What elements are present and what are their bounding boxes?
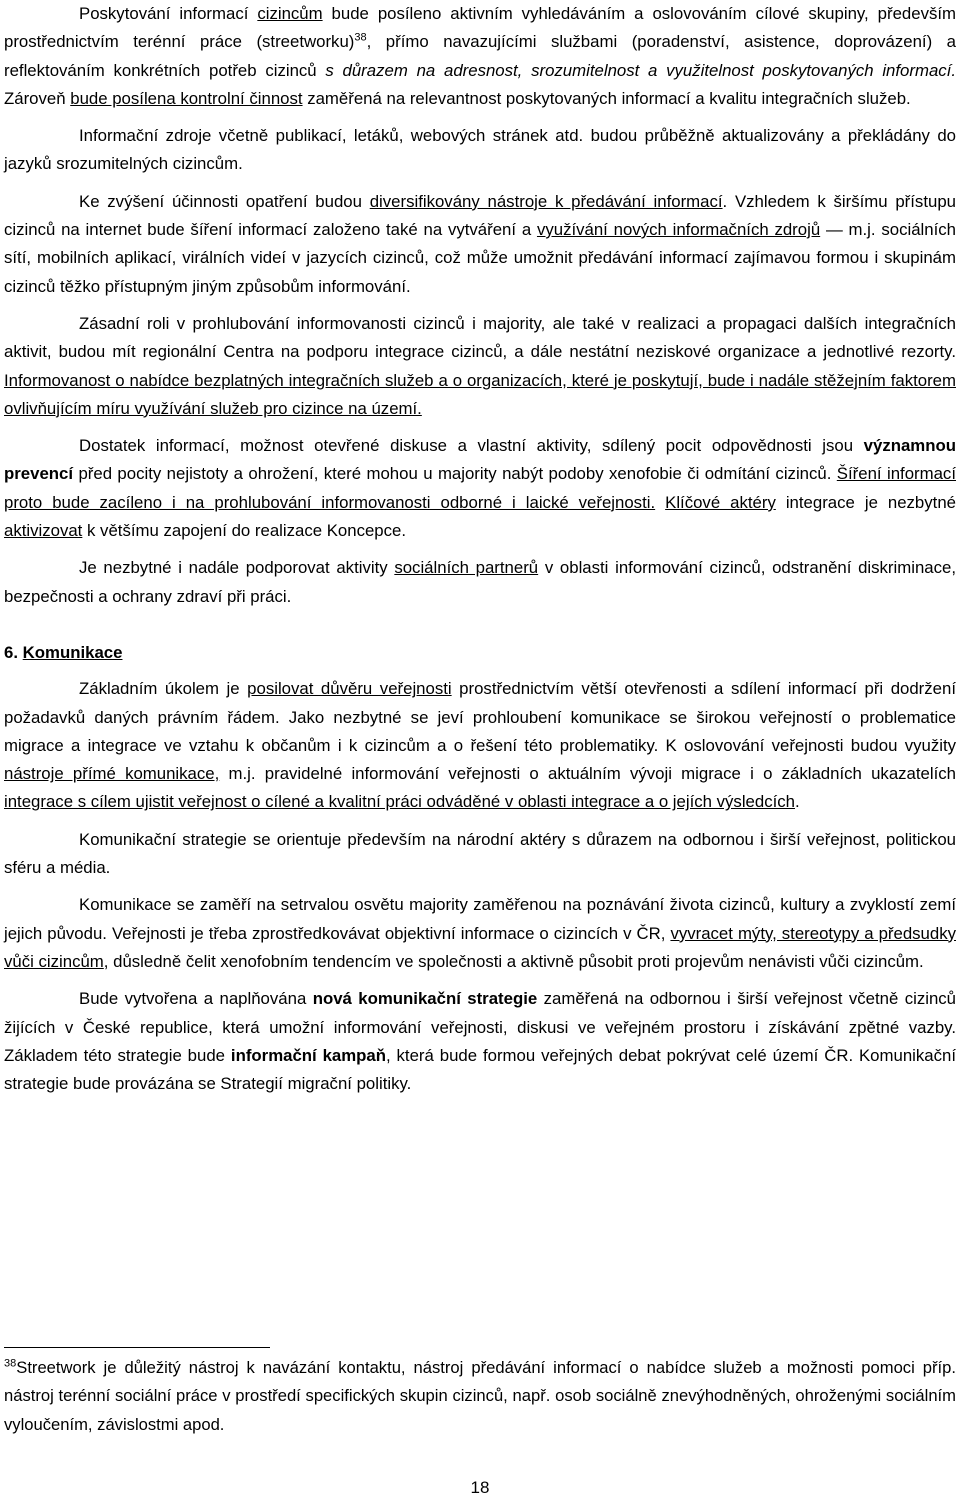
paragraph-communication-strategy: Komunikační strategie se orientuje především na národní aktéry s důrazem na odbornou i širší veřejnost, politickou sféru a média. [4, 829, 956, 878]
paragraph-prevention: Dostatek informací, možnost otevřené diskuse a vlastní aktivity, sdílený pocit odpovědnosti jsou významnou prevencí před pocity nejistoty a ohrožení, které mohou u majority nabýt podoby xenofobie či odmítání cizinců. Šíření informací proto bude zacíleno i na prohlubování informovanosti odborné i laické veřejnosti. Klíčové aktéry integrace je nezbytné aktivizovat k většímu zapojení do realizace Koncepce. [4, 436, 956, 541]
underlined-phrase: sociálních partnerů [394, 558, 539, 578]
underlined-phrase: bude posílena kontrolní činnost [70, 88, 303, 108]
footnote [4, 1354, 956, 1439]
underlined-phrase: integrace s cílem ujistit veřejnost o cílené a kvalitní práci odváděné v oblasti integrace a o jejích výsledcích [4, 792, 795, 812]
paragraph-information-provision: Poskytování informací cizincům bude posíleno aktivním vyhledáváním a oslovováním cílové skupiny, především prostřednictvím terénní práce (streetworku)$^{38}$, přímo navazujícími službami (poradenství, asistence, doprovázení) a reflektováním konkrétních potřeb cizinců s důrazem na adresnost, srozumitelnost a využitelnost poskytovaných informací. Zároveň bude posílena kontrolní činnost zaměřená na relevantnost poskytovaných informací a kvalitu integračních služeb. [4, 4, 956, 108]
underlined-phrase: nástroje přímé komunikace, [4, 764, 220, 784]
section-number: 6. [4, 642, 23, 662]
underlined-phrase: využívání nových informačních zdrojů [536, 220, 821, 240]
footnote-reference[interactable]: 38 [354, 31, 367, 44]
document-page [4, 0, 956, 1509]
underlined-phrase: diversifikovány nástroje k předávání informací [369, 191, 723, 211]
bold-phrase: informační kampaň [230, 1045, 386, 1065]
italic-phrase: s důrazem na adresnost, srozumitelnost a využitelnost poskytovaných informací. [325, 60, 956, 80]
bold-phrase: významnou prevencí [4, 436, 956, 484]
underlined-phrase: vyvracet mýty, stereotypy a předsudky vůči cizincům [4, 923, 956, 971]
underlined-phrase: aktivizovat [4, 521, 83, 541]
section-heading [4, 639, 956, 667]
paragraph-regional-centres: Zásadní roli v prohlubování informovanosti cizinců i majority, ale také v realizaci a propagaci dalších integračních aktivit, budou mít regionální Centra na podporu integrace cizinců, a dále nestátní neziskové organizace a jednotlivé rezorty. Informovanost o nabídce bezplatných integračních služeb a o organizacích, které je poskytují, bude i nadále stěžejním faktorem ovlivňujícím míru využívání služeb pro cizince na území. [4, 313, 956, 418]
footnote-marker: 38 [4, 1357, 17, 1370]
underlined-phrase: Šíření informací proto bude zacíleno i na prohlubování informovanosti odborné i laické veřejnosti. [4, 464, 956, 512]
page-number: 18 [470, 1478, 490, 1497]
footnote-text: Streetwork je důležitý nástroj k navázání kontaktu, nástroj předávání informací o nabídce služeb a možnosti pomoci příp. nástroj terénní sociální práce v prostředí specifických skupin cizinců, např. osob sociálně znevýhodněných, ohroženými sociálním vyloučením, závislostmi apod. [4, 1358, 956, 1434]
paragraph-public-trust: Základním úkolem je posilovat důvěru veřejnosti prostřednictvím větší otevřenosti a sdílení informací při dodržení požadavků daných právním řádem. Jako nezbytné se jeví prohloubení komunikace se širokou veřejností o problematice migrace a integrace ve vztahu k občanům i k cizincům a o řešení této problematiky. K oslovování veřejnosti budou využity nástroje přímé komunikace, m.j. pravidelné informování veřejnosti o aktuálním vývoji migrace i o základních ukazatelích integrace s cílem ujistit veřejnost o cílené a kvalitní práci odváděné v oblasti integrace a o jejích výsledcích. [4, 679, 956, 812]
footnote-divider [4, 1347, 270, 1348]
paragraph-awareness: Komunikace se zaměří na setrvalou osvětu majority zaměřenou na poznávání života cizinců, kultury a zvyklostí zemí jejich původu. Veřejnosti je třeba zprostředkovávat objektivní informace o cizincích v ČR, vyvracet mýty, stereotypy a předsudky vůči cizincům, důsledně čelit xenofobním tendencím ve společnosti a aktivně působit proti projevům nenávisti vůči cizincům. [4, 895, 956, 971]
underlined-phrase: Informovanost o nabídce bezplatných integračních služeb a o organizacích, které je poskytují, bude i nadále stěžejním faktorem ovlivňujícím míru využívání služeb pro cizince na území. [4, 370, 956, 418]
paragraph-diversified-tools: Ke zvýšení účinnosti opatření budou diversifikovány nástroje k předávání informací. Vzhledem k širšímu přístupu cizinců na internet bude šíření informací založeno také na vytváření a využívání nových informačních zdrojů — m.j. sociálních sítí, mobilních aplikací, virálních videí v jazycích cizinců, což může umožnit předávání informací zajímavou formou i skupinám cizinců těžko přístupným jiným způsobům informování. [4, 191, 956, 296]
bold-phrase: nová komunikační strategie [312, 989, 538, 1009]
paragraph-information-sources: Informační zdroje včetně publikací, letáků, webových stránek atd. budou průběžně aktualizovány a překládány do jazyků srozumitelných cizincům. [4, 126, 956, 174]
underlined-phrase: Klíčové aktéry [665, 492, 776, 512]
underlined-phrase: cizincům [257, 4, 323, 23]
underlined-phrase: posilovat důvěru veřejnosti [247, 679, 452, 699]
section-title: Komunikace [22, 642, 123, 662]
paragraph-social-partners: Je nezbytné i nadále podporovat aktivity sociálních partnerů v oblasti informování cizinců, odstranění diskriminace, bezpečnosti a ochrany zdraví při práci. [4, 558, 956, 606]
paragraph-new-strategy: Bude vytvořena a naplňována nová komunikační strategie zaměřená na odbornou i širší veřejnost včetně cizinců žijících v České republice, která umožní informování veřejnosti, diskusi ve veřejném prostoru i získávání zpětné vazby. Základem této strategie bude informační kampaň, která bude formou veřejných debat pokrývat celé území ČR. Komunikační strategie bude provázána se Strategií migrační politiky. [4, 989, 956, 1094]
